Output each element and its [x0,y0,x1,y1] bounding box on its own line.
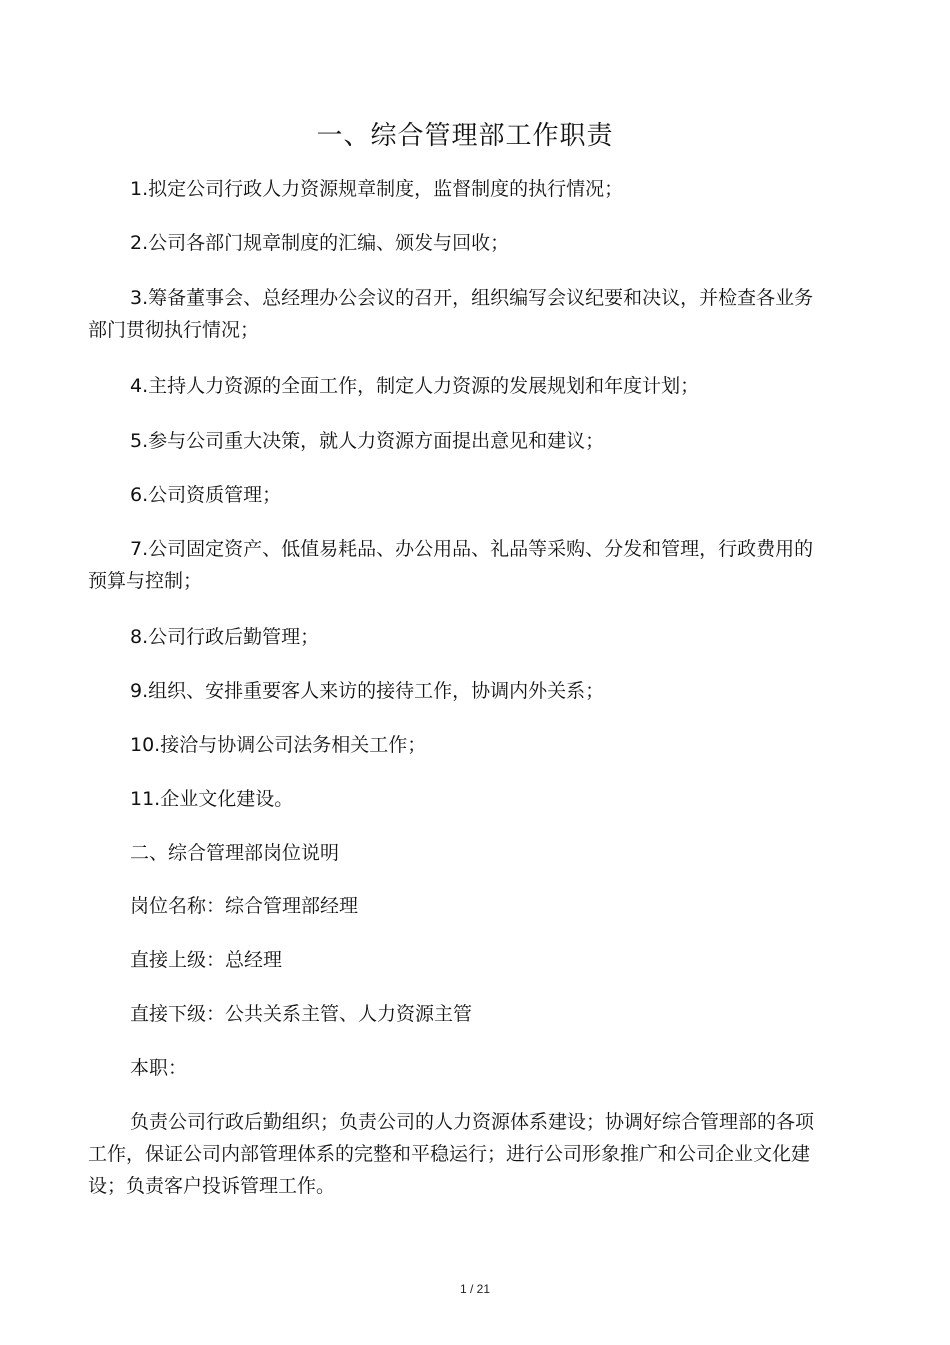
duty-item-2: 2.公司各部门规章制度的汇编、颁发与回收； [130,232,510,254]
section-heading: 二、综合管理部岗位说明 [130,842,340,864]
direct-subordinates: 直接下级：公共关系主管、人力资源主管 [130,1003,473,1025]
duty-item-6: 6.公司资质管理； [130,484,282,506]
page-indicator: 1 / 21 [459,1282,491,1296]
duty-item-8: 8.公司行政后勤管理； [130,626,320,648]
page-title: 一、综合管理部工作职责 [316,121,614,151]
duty-item-3: 3.筹备董事会、总经理办公会议的召开，组织编写会议纪要和决议，并检查各业务部门贯彻执行情况； [88,287,814,341]
duty-item-7: 7.公司固定资产、低值易耗品、办公用品、礼品等采购、分发和管理，行政费用的预算与控制； [88,538,814,592]
duty-item-10: 10.接洽与协调公司法务相关工作； [130,734,427,756]
duty-item-4: 4.主持人力资源的全面工作，制定人力资源的发展规划和年度计划； [130,375,700,397]
role-description: 负责公司行政后勤组织；负责公司的人力资源体系建设；协调好综合管理部的各项工作，保证公司内部管理体系的完整和平稳运行；进行公司形象推广和公司企业文化建设；负责客户投诉管理工作。 [88,1111,815,1197]
duty-item-9: 9.组织、安排重要客人来访的接待工作，协调内外关系； [130,680,605,702]
position-name: 岗位名称：综合管理部经理 [130,895,359,917]
duty-item-11: 11.企业文化建设。 [130,788,294,810]
role-label: 本职： [130,1057,188,1079]
duty-item-5: 5.参与公司重大决策，就人力资源方面提出意见和建议； [130,430,605,452]
direct-superior: 直接上级：总经理 [130,949,283,971]
duty-item-1: 1.拟定公司行政人力资源规章制度，监督制度的执行情况； [130,178,624,200]
